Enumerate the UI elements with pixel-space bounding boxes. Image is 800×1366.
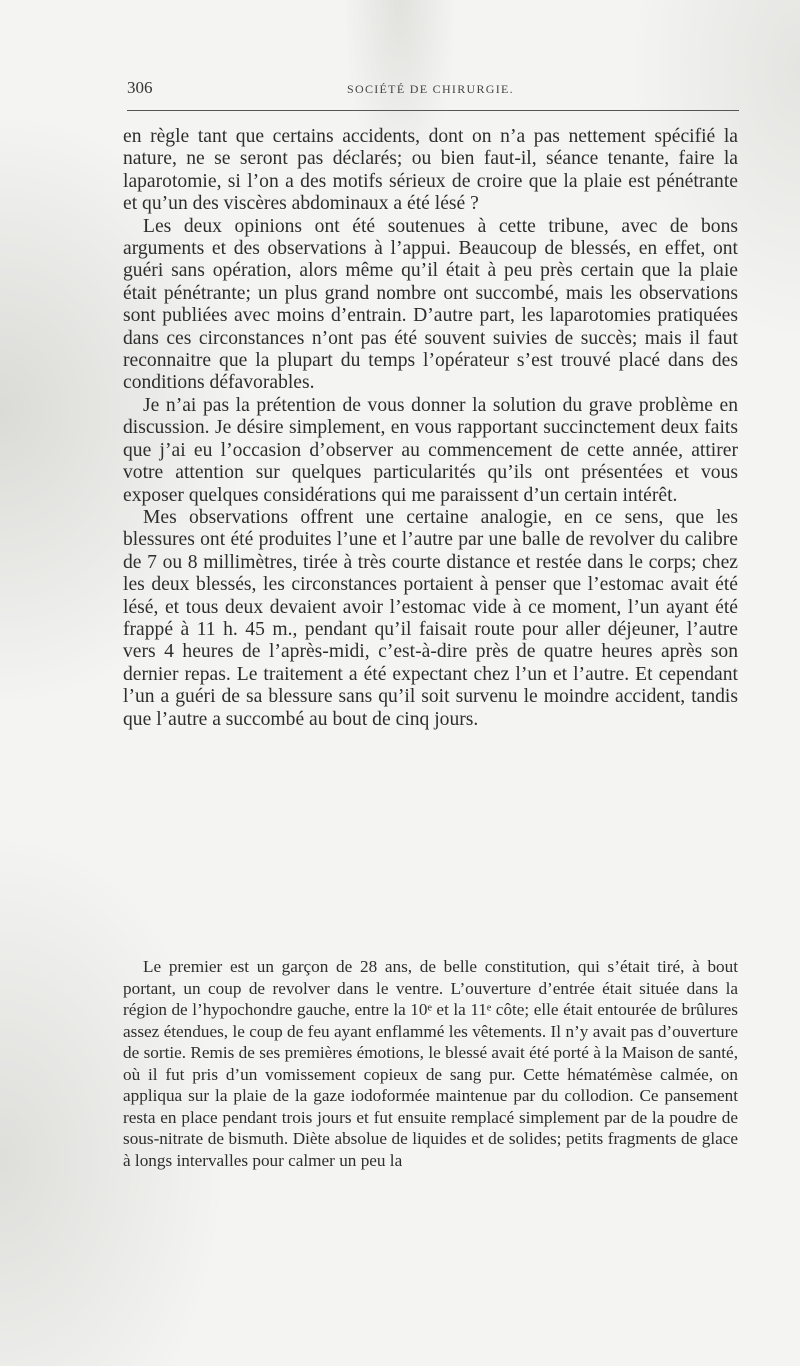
header-rule xyxy=(127,110,739,111)
page-header xyxy=(123,70,738,100)
page-number: 306 xyxy=(127,78,153,97)
document-page xyxy=(123,70,738,1170)
paragraph: Je n’ai pas la prétention de vous donner la solution du grave problème en discussion. Je désire simplement, en vous rapportant succinctement deux faits que j’ai eu l’occasion d’observer au commencement de cette année, attirer votre attention sur quelques particularités qu’ils ont présentées et vous exposer quelques considérations qui me paraissent d’un certain intérêt. xyxy=(123,394,738,506)
paragraph: Mes observations offrent une certaine analogie, en ce sens, que les blessures ont été produites l’une et l’autre par une balle de revolver du calibre de 7 ou 8 millimètres, tirée à très courte distance et restée dans le corps; chez les deux blessés, les circonstances portaient à penser que l’estomac avait été lésé, et tous deux devaient avoir l’estomac vide à ce moment, l’un ayant été frappé à 11 h. 45 m., pendant qu’il faisait route pour aller déjeuner, l’autre vers 4 heures de l’après-midi, c’est-à-dire près de quatre heures après son dernier repas. Le traitement a été expectant chez l’un et l’autre. Et cependant l’un a guéri de sa blessure sans qu’il soit survenu le moindre accident, tandis que l’autre a succombé au bout de cinq jours. xyxy=(123,506,738,730)
running-title: SOCIÉTÉ DE CHIRURGIE. xyxy=(347,82,514,96)
paragraph-continuation: en règle tant que certains accidents, dont on n’a pas nettement spécifié la nature, ne se seront pas déclarés; ou bien faut-il, séance tenante, faire la laparotomie, si l’on a des motifs sérieux de croire que la plaie est pénétrante et qu’un des viscères abdominaux a été lésé ? xyxy=(123,126,738,215)
observation-paragraph: Le premier est un garçon de 28 ans, de belle constitution, qui s’était tiré, à bout portant, un coup de revolver dans le ventre. L’ouverture d’entrée était située dans la région de l’hypochondre gauche, entre la 10ᵉ et la 11ᵉ côte; elle était entourée de brûlures assez étendues, le coup de feu ayant enflammé les vêtements. Il n’y avait pas d’ouverture de sortie. Remis de ses premières émotions, le blessé avait été porté à la Maison de santé, où il fut pris d’un vomissement copieux de sang pur. Cette hématémèse calmée, on appliqua sur la plaie de la gaze iodoformée maintenue par du collodion. Ce pansement resta en place pendant trois jours et fut ensuite remplacé simplement par de la poudre de sous-nitrate de bismuth. Diète absolue de liquides et de solides; petits fragments de glace à longs intervalles pour calmer un peu la xyxy=(123,957,738,1170)
paragraph: Les deux opinions ont été soutenues à cette tribune, avec de bons arguments et des observations à l’appui. Beaucoup de blessés, en effet, ont guéri sans opération, alors même qu’il était à peu près certain que la plaie était pénétrante; un plus grand nombre ont succombé, mais les observations sont publiées avec moins d’entrain. D’autre part, les laparotomies pratiquées dans ces circonstances n’ont pas été souvent suivies de succès; mais il faut reconnaitre que la plupart du temps l’opérateur s’est trouvé placé dans des conditions défavorables. xyxy=(123,215,738,394)
observation-text xyxy=(123,956,738,1171)
main-body-text xyxy=(123,126,738,731)
